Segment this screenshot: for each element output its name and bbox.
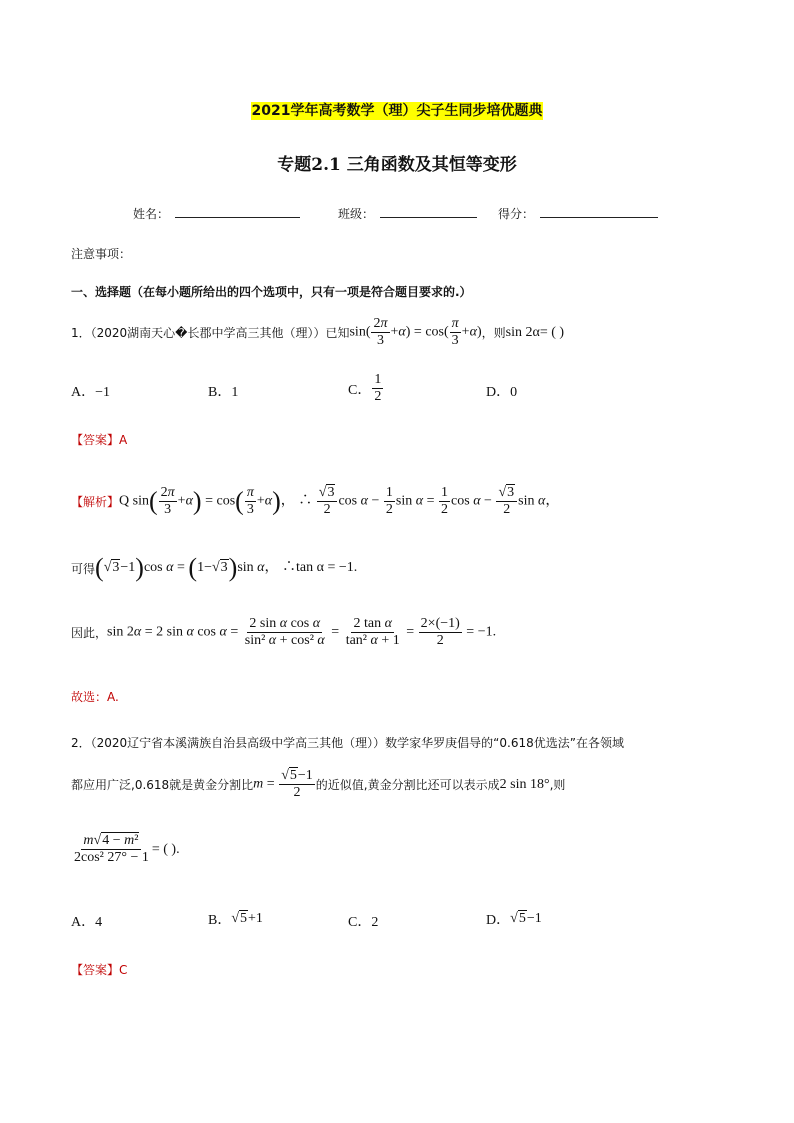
q1-option-c-value: $\frac{1}{2}$: [374, 372, 382, 404]
q2-line2-b: 的近似值,黄金分割比还可以表示成: [315, 778, 500, 792]
page-title: 专题2.1 三角函数及其恒等变形: [277, 155, 517, 175]
class-line[interactable]: [380, 217, 477, 218]
q2-option-d-label: D．: [486, 913, 511, 928]
q1-analysis-expr1: Q sin( $\frac{2\pi}{3}$ +α) = cos( $\frac{\pi}{3}$ +α)， ∴ $\frac{√3}{2}$ cos α − $\frac{1}{2}$ sin α = $\frac{1}{2}$ cos α − $\frac{√3}{2}$ sin α，: [119, 485, 560, 517]
q1-option-b[interactable]: B．1: [208, 385, 239, 400]
q1-given-equation: sin( $\frac{2\pi}{3}$ +α) = cos( $\frac{\pi}{3}$ +α): [349, 316, 482, 348]
q1-line2-prefix: 可得: [71, 561, 96, 576]
q2-option-b-value: √5+1: [231, 911, 263, 926]
q1-line3-prefix: 因此，: [71, 626, 108, 640]
q1-conclusion: 故选：A.: [71, 690, 119, 704]
q2-option-c[interactable]: C．2: [348, 915, 379, 930]
q1-option-c[interactable]: [348, 372, 384, 405]
q2-line2-a: 都应用广泛,0.618就是黄金分割比: [71, 778, 254, 792]
notes-label: 注意事项：: [71, 247, 132, 261]
q1-option-c-label: C．: [348, 382, 372, 398]
q2-line2: [71, 768, 565, 801]
name-line[interactable]: [175, 217, 300, 218]
class-label: 班级：: [338, 207, 375, 221]
q2-line3-suffix: = ( ).: [151, 841, 180, 857]
q1-ask-suffix: = ( ): [539, 324, 565, 340]
q2-golden-ratio: m = $\frac{√5-1}{2}$: [253, 768, 313, 800]
q2-line3: [71, 833, 180, 866]
q2-line2-d: ,则: [549, 778, 566, 792]
q2-option-a[interactable]: A．4: [71, 915, 103, 930]
q2-option-d[interactable]: [486, 909, 542, 929]
q2-answer-value: C: [119, 963, 128, 977]
q2-line2-c: 2 sin 18°: [499, 776, 550, 792]
q1-analysis-line2: 可得 (√3−1)cos α = (1−√3)sin α， ∴ tan α = −1 .: [71, 553, 358, 582]
q2-option-b[interactable]: [208, 909, 263, 929]
q2-option-d-value: √5−1: [510, 911, 542, 926]
q1-answer-label: 【答案】: [71, 433, 120, 447]
q1-ask-prefix: ，则: [481, 326, 506, 340]
q1-analysis-label: 【解析】: [71, 495, 120, 509]
q1-line2-result: tan α = −1: [296, 560, 354, 575]
q1-ask-expr: sin 2α: [505, 324, 540, 340]
header: [0, 100, 794, 120]
score-label: 得分：: [498, 207, 535, 221]
q1-answer-value: A: [119, 433, 128, 447]
score-line[interactable]: [540, 217, 658, 218]
q2-answer: [71, 961, 127, 978]
q1-line2-expr: (√3−1)cos α = (1−√3)sin α， ∴: [95, 553, 297, 582]
q1-option-a[interactable]: A．−1: [71, 385, 111, 400]
q2-line1: 2．（2020辽宁省本溪满族自治县高级中学高三其他（理））数学家华罗庚倡导的“0.618优选法”在各领域: [71, 736, 624, 750]
q1-answer: [71, 431, 127, 448]
section-heading: 一、选择题（在每小题所给出的四个选项中，只有一项是符合题目要求的.）: [71, 285, 472, 299]
q1-analysis-line3: [71, 616, 496, 649]
q1-line3-expr: sin 2α = 2 sin α cos α = $\frac{\text{2 sin α cos α}}{\text{sin² α + cos² α}}$ = $\frac{\text{2 tan α}}{\text{tan² α + 1}}$ = $\frac{2\times(-1)}{2}$ = −1.: [107, 616, 497, 648]
q1-option-d[interactable]: D．0: [486, 385, 518, 400]
q1-stem: [71, 316, 564, 349]
q2-expression: $\frac{\text{m√4 − m²}}{\text{2cos² 27° − 1}}$: [74, 833, 149, 865]
header-text: 2021学年高考数学（理）尖子生同步培优题典: [251, 103, 543, 119]
q1-analysis-line1: [71, 485, 559, 518]
q2-answer-label: 【答案】: [71, 963, 120, 977]
q2-option-b-label: B．: [208, 913, 232, 928]
name-label: 姓名：: [133, 207, 170, 221]
q1-source: 1．（2020湖南天心�长郡中学高三其他（理））已知: [71, 326, 350, 340]
